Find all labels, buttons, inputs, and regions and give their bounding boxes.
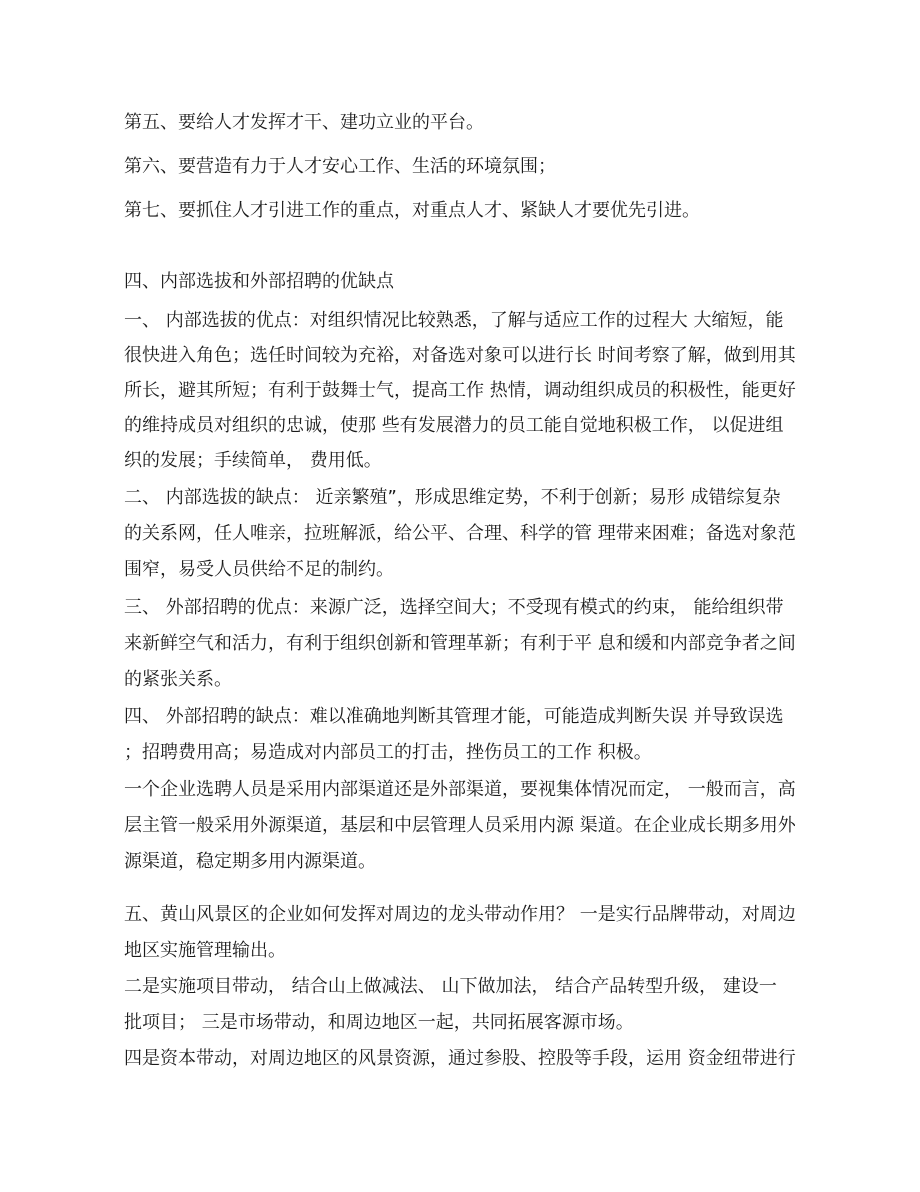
text-line: 五、黄山风景区的企业如何发挥对周边的龙头带动作用？ 一是实行品牌带动，对周边 (124, 904, 796, 925)
text-line: 三、 外部招聘的优点：来源广泛，选择空间大；不受现有模式的约束， 能给组织带 (124, 597, 784, 618)
text-line: 地区实施管理输出。 (124, 940, 286, 961)
text-line: 批项目； 三是市场带动，和周边地区一起，共同拓展客源市场。 (124, 1012, 634, 1033)
text-line: 一个企业选聘人员是采用内部渠道还是外部渠道，要视集体情况而定， 一般而言，高 (124, 779, 796, 800)
text-line: 的紧张关系。 (124, 669, 232, 690)
text-line: 四是资本带动，对周边地区的风景资源，通过参股、控股等手段，运用 资金纽带进行 (124, 1048, 796, 1069)
text-line: 层主管一般采用外源渠道，基层和中层管理人员采用内源 渠道。在企业成长期多用外 (124, 815, 796, 836)
text-line: 织的发展；手续简单， 费用低。 (124, 450, 382, 471)
text-line: 四、 外部招聘的缺点：难以准确地判断其管理才能，可能造成判断失误 并导致误选 (124, 706, 784, 727)
text-line: 的维持成员对组织的忠诚，使那 些有发展潜力的员工能自觉地积极工作， 以促进组 (124, 415, 784, 436)
text-line: 围窄，易受人员供给不足的制约。 (124, 559, 394, 580)
text-line: 源渠道，稳定期多用内源渠道。 (124, 851, 376, 872)
text-line: ；招聘费用高；易造成对内部员工的打击，挫伤员工的工作 积极。 (124, 742, 652, 763)
section-heading: 四、内部选拔和外部招聘的优缺点 (124, 271, 394, 292)
text-line: 第六、要营造有力于人才安心工作、生活的环境氛围； (124, 156, 556, 177)
text-line: 的关系网，任人唯亲，拉班解派，给公平、合理、科学的管 理带来困难；备选对象范 (124, 523, 796, 544)
text-line: 来新鲜空气和活力，有利于组织创新和管理革新；有利于平 息和缓和内部竞争者之间 (124, 633, 796, 654)
text-line: 二是实施项目带动， 结合山上做减法、 山下做加法， 结合产品转型升级， 建设一 (124, 976, 777, 997)
text-line: 第五、要给人才发挥才干、建功立业的平台。 (124, 112, 484, 133)
text-line: 很快进入角色；选任时间较为充裕，对备选对象可以进行长 时间考察了解，做到用其 (124, 345, 796, 366)
text-line: 一、 内部选拔的优点：对组织情况比较熟悉，了解与适应工作的过程大 大缩短，能 (124, 310, 784, 331)
text-line: 所长，避其所短；有利于鼓舞士气，提高工作 热情，调动组织成员的积极性，能更好 (124, 380, 796, 401)
text-line: 二、 内部选拔的缺点： 近亲繁殖”，形成思维定势，不利于创新；易形 成错综复杂 (124, 487, 781, 508)
text-line: 第七、要抓住人才引进工作的重点，对重点人才、紧缺人才要优先引进。 (124, 200, 700, 221)
